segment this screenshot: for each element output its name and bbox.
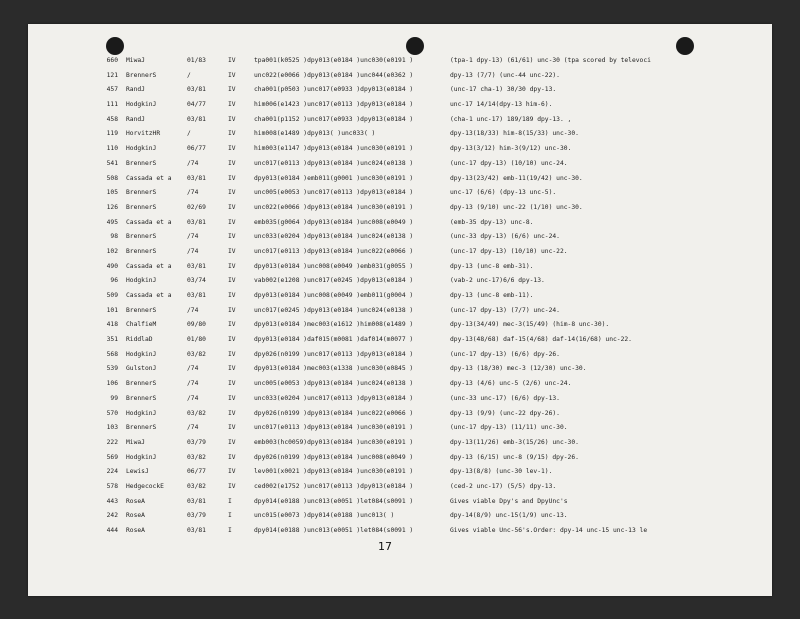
record-id: 569: [106, 453, 118, 461]
punch-hole: [406, 37, 424, 55]
record-name: HodgkinJ: [126, 101, 157, 109]
record-note: dpy-13 (4/6) unc-5 (2/6) unc-24.: [450, 380, 572, 388]
record-date: 03/82: [187, 409, 206, 417]
record-date: 03/81: [187, 174, 206, 182]
record-alleles: unc005(e0053 )dpy013(e0184 )unc024(e0138 ): [254, 380, 414, 388]
record-name: Cassada et a: [126, 292, 172, 299]
record-id: 103: [106, 424, 118, 432]
record-id: 96: [110, 277, 118, 285]
record-date: /74: [187, 247, 199, 255]
record-row: [28, 481, 772, 496]
record-alleles: emb003(hc0059)dpy013(e0184 )unc030(e0191 ): [254, 438, 414, 446]
record-row: [28, 452, 772, 467]
record-date: 03/81: [187, 292, 206, 299]
record-date: 03/81: [187, 115, 206, 123]
record-gen: IV: [228, 424, 236, 432]
record-gen: I: [228, 497, 232, 505]
record-note: (unc-33 unc-17) (6/6) dpy-13.: [450, 394, 560, 402]
record-gen: I: [228, 527, 232, 534]
record-id: 102: [106, 247, 118, 255]
record-alleles: unc015(e0073 )dpy014(e0188 )unc013( ): [254, 512, 395, 520]
record-note: dpy-13(11/26) emb-3(15/26) unc-30.: [450, 438, 579, 446]
record-note: dpy-13 (6/15) unc-8 (9/15) dpy-26.: [450, 453, 579, 461]
record-id: 508: [106, 174, 118, 182]
record-row: [28, 510, 772, 525]
record-note: Gives viable Unc-56's.Order: dpy-14 unc-15 unc-13 le: [450, 527, 648, 534]
record-name: RoseA: [126, 527, 145, 534]
record-date: /74: [187, 189, 199, 197]
record-date: /: [187, 130, 191, 138]
record-note: (unc-17 dpy-13) (7/7) unc-24.: [450, 306, 560, 314]
record-id: 105: [106, 189, 118, 197]
record-id: 224: [106, 468, 118, 476]
record-row: [28, 187, 772, 202]
record-gen: IV: [228, 130, 236, 138]
record-row: [28, 496, 772, 511]
record-alleles: dpy014(e0188 )unc013(e0051 )let084(s0091 ): [254, 527, 414, 534]
record-name: HorvitzHR: [126, 130, 161, 138]
record-name: RandJ: [126, 115, 145, 123]
record-id: 119: [106, 130, 118, 138]
record-date: 03/82: [187, 482, 206, 490]
record-id: 98: [110, 233, 118, 241]
record-gen: IV: [228, 262, 236, 270]
record-alleles: dpy026(n0199 )dpy013(e0184 )unc008(e0049 ): [254, 453, 414, 461]
record-date: 01/83: [187, 57, 206, 64]
record-id: 539: [106, 365, 118, 373]
record-date: 03/79: [187, 512, 206, 520]
record-alleles: cha001(p1152 )unc017(e0933 )dpy013(e0184 ): [254, 115, 414, 123]
record-name: BrennerS: [126, 380, 157, 388]
record-name: Cassada et a: [126, 218, 172, 226]
record-gen: IV: [228, 321, 236, 329]
document-page: [28, 24, 772, 596]
record-id: 570: [106, 409, 118, 417]
record-name: RiddlaD: [126, 336, 153, 344]
record-id: 110: [106, 145, 118, 153]
record-note: dpy-14(8/9) unc-15(1/9) unc-13.: [450, 512, 568, 520]
record-id: 444: [106, 527, 118, 534]
record-alleles: dpy013(e0184 )mec003(e1612 )him008(e1489 ): [254, 321, 414, 329]
record-alleles: unc017(e0113 )dpy013(e0184 )unc024(e0138 ): [254, 159, 414, 167]
record-note: dpy-13(3/12) him-3(9/12) unc-30.: [450, 145, 572, 153]
record-id: 121: [106, 71, 118, 79]
record-gen: IV: [228, 57, 236, 64]
record-id: 418: [106, 321, 118, 329]
record-alleles: unc022(e0066 )dpy013(e0184 )unc030(e0191 ): [254, 203, 414, 211]
record-name: RandJ: [126, 86, 145, 94]
record-row: [28, 128, 772, 143]
record-list: [28, 55, 772, 540]
record-row: [28, 422, 772, 437]
record-row: [28, 378, 772, 393]
record-gen: IV: [228, 189, 236, 197]
record-date: 03/82: [187, 453, 206, 461]
record-row: [28, 408, 772, 423]
record-alleles: vab002(e1208 )unc017(e0245 )dpy013(e0184 ): [254, 277, 414, 285]
record-name: HodgkinJ: [126, 453, 157, 461]
record-gen: IV: [228, 115, 236, 123]
record-id: 495: [106, 218, 118, 226]
record-name: BrennerS: [126, 247, 157, 255]
record-id: 443: [106, 497, 118, 505]
record-id: 509: [106, 292, 118, 299]
record-alleles: dpy013(e0184 )unc008(e0049 )emb011(g0004 ): [254, 292, 414, 299]
record-gen: IV: [228, 394, 236, 402]
record-row: [28, 143, 772, 158]
record-gen: IV: [228, 350, 236, 358]
record-alleles: him006(e1423 )unc017(e0113 )dpy013(e0184 ): [254, 101, 414, 109]
record-note: dpy-13(34/49) mec-3(15/49) (him-8 unc-30).: [450, 321, 610, 329]
record-row: [28, 158, 772, 173]
record-name: HodgkinJ: [126, 350, 157, 358]
record-row: [28, 319, 772, 334]
record-note: dpy-13 (unc-8 emb-31).: [450, 262, 534, 270]
record-alleles: tpa001(k0525 )dpy013(e0184 )unc030(e0191 ): [254, 57, 414, 64]
record-date: 03/79: [187, 438, 206, 446]
record-gen: IV: [228, 365, 236, 373]
page-number: 17: [378, 540, 392, 553]
record-name: BrennerS: [126, 71, 157, 79]
record-name: HodgkinJ: [126, 277, 157, 285]
record-id: 111: [106, 101, 118, 109]
record-row: [28, 437, 772, 452]
record-id: 101: [106, 306, 118, 314]
record-date: 03/82: [187, 350, 206, 358]
record-gen: IV: [228, 233, 236, 241]
record-alleles: dpy014(e0188 )unc013(e0051 )let084(s0091 ): [254, 497, 414, 505]
record-alleles: dpy013(e0184 )unc008(e0049 )emb031(g0055 ): [254, 262, 414, 270]
record-name: ChalfieM: [126, 321, 157, 329]
record-gen: IV: [228, 292, 236, 299]
record-id: 541: [106, 159, 118, 167]
record-row: [28, 334, 772, 349]
record-gen: IV: [228, 159, 236, 167]
record-date: 06/77: [187, 145, 206, 153]
record-alleles: emb035(g0064 )dpy013(e0184 )unc008(e0049 ): [254, 218, 414, 226]
record-row: [28, 275, 772, 290]
record-alleles: unc033(e0204 )unc017(e0113 )dpy013(e0184 ): [254, 394, 414, 402]
record-note: dpy-13(18/33) him-8(15/33) unc-30.: [450, 130, 579, 138]
record-id: 490: [106, 262, 118, 270]
record-note: (unc-17 cha-1) 30/30 dpy-13.: [450, 86, 557, 94]
record-alleles: lev001(x0021 )dpy013(e0184 )unc030(e0191 ): [254, 468, 414, 476]
record-alleles: cha001(p0503 )unc017(e0933 )dpy013(e0184 ): [254, 86, 414, 94]
record-row: [28, 173, 772, 188]
record-name: BrennerS: [126, 233, 157, 241]
record-date: /74: [187, 424, 199, 432]
record-name: RoseA: [126, 497, 145, 505]
record-row: [28, 305, 772, 320]
record-note: dpy-13 (9/9) (unc-22 dpy-26).: [450, 409, 560, 417]
record-note: (unc-17 dpy-13) (10/10) unc-22.: [450, 247, 568, 255]
record-alleles: unc017(e0113 )dpy013(e0184 )unc022(e0066 ): [254, 247, 414, 255]
record-row: [28, 99, 772, 114]
record-name: LewisJ: [126, 468, 149, 476]
record-name: HodgkinJ: [126, 409, 157, 417]
record-date: 03/81: [187, 262, 206, 270]
record-date: /74: [187, 365, 199, 373]
record-row: [28, 525, 772, 540]
record-id: 568: [106, 350, 118, 358]
record-gen: IV: [228, 306, 236, 314]
punch-hole: [106, 37, 124, 55]
record-date: 03/74: [187, 277, 206, 285]
record-note: (tpa-1 dpy-13) (61/61) unc-30 (tpa scored by televoci: [450, 57, 651, 64]
record-gen: IV: [228, 336, 236, 344]
record-gen: IV: [228, 438, 236, 446]
record-date: 06/77: [187, 468, 206, 476]
record-date: 03/81: [187, 527, 206, 534]
record-note: (unc-17 dpy-13) (11/11) unc-30.: [450, 424, 568, 432]
record-row: [28, 55, 772, 70]
record-row: [28, 70, 772, 85]
record-alleles: dpy026(n0199 )unc017(e0113 )dpy013(e0184 ): [254, 350, 414, 358]
record-gen: IV: [228, 71, 236, 79]
record-name: BrennerS: [126, 203, 157, 211]
record-date: 04/77: [187, 101, 206, 109]
record-note: dpy-13 (7/7) (unc-44 unc-22).: [450, 71, 560, 79]
record-date: /74: [187, 380, 199, 388]
record-id: 457: [106, 86, 118, 94]
record-note: Gives viable Dpy's and DpyUnc's: [450, 497, 568, 505]
record-name: RoseA: [126, 512, 145, 520]
record-date: 03/81: [187, 497, 206, 505]
record-id: 351: [106, 336, 118, 344]
record-name: BrennerS: [126, 306, 157, 314]
record-alleles: unc017(e0245 )dpy013(e0184 )unc024(e0138 ): [254, 306, 414, 314]
record-date: 01/80: [187, 336, 206, 344]
record-note: (unc-17 dpy-13) (6/6) dpy-26.: [450, 350, 560, 358]
record-gen: IV: [228, 86, 236, 94]
record-name: BrennerS: [126, 394, 157, 402]
record-note: (unc-33 dpy-13) (6/6) unc-24.: [450, 233, 560, 241]
record-name: BrennerS: [126, 159, 157, 167]
record-alleles: ced002(e1752 )unc017(e0113 )dpy013(e0184 ): [254, 482, 414, 490]
record-row: [28, 246, 772, 261]
record-alleles: dpy013(e0184 )mec003(e1338 )unc030(e0845 ): [254, 365, 414, 373]
record-note: dpy-13(8/8) (unc-30 lev-1).: [450, 468, 553, 476]
record-note: (ced-2 unc-17) (5/5) dpy-13.: [450, 482, 557, 490]
record-note: (vab-2 unc-17)6/6 dpy-13.: [450, 277, 545, 285]
record-id: 126: [106, 203, 118, 211]
record-alleles: him008(e1489 )dpy013( )unc033( ): [254, 130, 376, 138]
record-date: 09/80: [187, 321, 206, 329]
record-note: unc-17 14/14(dpy-13 him-6).: [450, 101, 553, 109]
record-row: [28, 290, 772, 305]
record-note: unc-17 (6/6) (dpy-13 unc-5).: [450, 189, 557, 197]
record-id: 99: [110, 394, 118, 402]
record-id: 578: [106, 482, 118, 490]
record-name: MiwaJ: [126, 57, 145, 64]
record-gen: IV: [228, 174, 236, 182]
record-name: BrennerS: [126, 424, 157, 432]
record-note: dpy-13(48/68) daf-15(4/68) daf-14(16/68) unc-22.: [450, 336, 632, 344]
record-gen: IV: [228, 482, 236, 490]
record-row: [28, 231, 772, 246]
record-date: 02/69: [187, 203, 206, 211]
record-name: MiwaJ: [126, 438, 145, 446]
record-date: /: [187, 71, 191, 79]
record-row: [28, 349, 772, 364]
record-note: (unc-17 dpy-13) (10/10) unc-24.: [450, 159, 568, 167]
record-row: [28, 114, 772, 129]
record-alleles: dpy013(e0184 )emb011(g0001 )unc030(e0191 ): [254, 174, 414, 182]
record-note: dpy-13 (18/30) mec-3 (12/30) unc-30.: [450, 365, 587, 373]
record-alleles: him003(e1147 )dpy013(e0184 )unc030(e0191 ): [254, 145, 414, 153]
record-alleles: unc017(e0113 )dpy013(e0184 )unc030(e0191 ): [254, 424, 414, 432]
record-id: 222: [106, 438, 118, 446]
record-date: 03/81: [187, 86, 206, 94]
record-id: 660: [106, 57, 118, 64]
record-id: 106: [106, 380, 118, 388]
record-gen: IV: [228, 247, 236, 255]
record-alleles: dpy013(e0184 )daf015(m0081 )daf014(m0077 ): [254, 336, 414, 344]
record-gen: IV: [228, 409, 236, 417]
record-gen: IV: [228, 218, 236, 226]
record-row: [28, 261, 772, 276]
record-gen: IV: [228, 145, 236, 153]
record-alleles: unc033(e0204 )dpy013(e0184 )unc024(e0138 ): [254, 233, 414, 241]
record-name: HodgkinJ: [126, 145, 157, 153]
record-name: HedgecockE: [126, 482, 164, 490]
record-date: /74: [187, 159, 199, 167]
record-row: [28, 363, 772, 378]
record-id: 242: [106, 512, 118, 520]
record-row: [28, 202, 772, 217]
record-date: /74: [187, 394, 199, 402]
record-note: (cha-1 unc-17) 189/189 dpy-13. ,: [450, 115, 572, 123]
record-name: GulstonJ: [126, 365, 157, 373]
record-gen: IV: [228, 468, 236, 476]
record-name: Cassada et a: [126, 174, 172, 182]
record-gen: IV: [228, 277, 236, 285]
punch-hole: [676, 37, 694, 55]
record-gen: I: [228, 512, 232, 520]
record-id: 458: [106, 115, 118, 123]
record-date: 03/81: [187, 218, 206, 226]
record-note: dpy-13(23/42) emb-11(19/42) unc-30.: [450, 174, 583, 182]
record-gen: IV: [228, 101, 236, 109]
record-date: /74: [187, 306, 199, 314]
record-gen: IV: [228, 453, 236, 461]
record-row: [28, 393, 772, 408]
record-name: BrennerS: [126, 189, 157, 197]
record-note: dpy-13 (9/10) unc-22 (1/10) unc-30.: [450, 203, 583, 211]
record-date: /74: [187, 233, 199, 241]
record-name: Cassada et a: [126, 262, 172, 270]
record-alleles: unc005(e0053 )unc017(e0113 )dpy013(e0184 ): [254, 189, 414, 197]
record-gen: IV: [228, 380, 236, 388]
record-row: [28, 466, 772, 481]
record-note: dpy-13 (unc-8 emb-11).: [450, 292, 534, 299]
record-alleles: dpy026(n0199 )dpy013(e0184 )unc022(e0066 ): [254, 409, 414, 417]
record-gen: IV: [228, 203, 236, 211]
record-row: [28, 84, 772, 99]
record-alleles: unc022(e0066 )dpy013(e0184 )unc044(e0362 ): [254, 71, 414, 79]
record-note: (emb-35 dpy-13) unc-8.: [450, 218, 534, 226]
record-row: [28, 217, 772, 232]
